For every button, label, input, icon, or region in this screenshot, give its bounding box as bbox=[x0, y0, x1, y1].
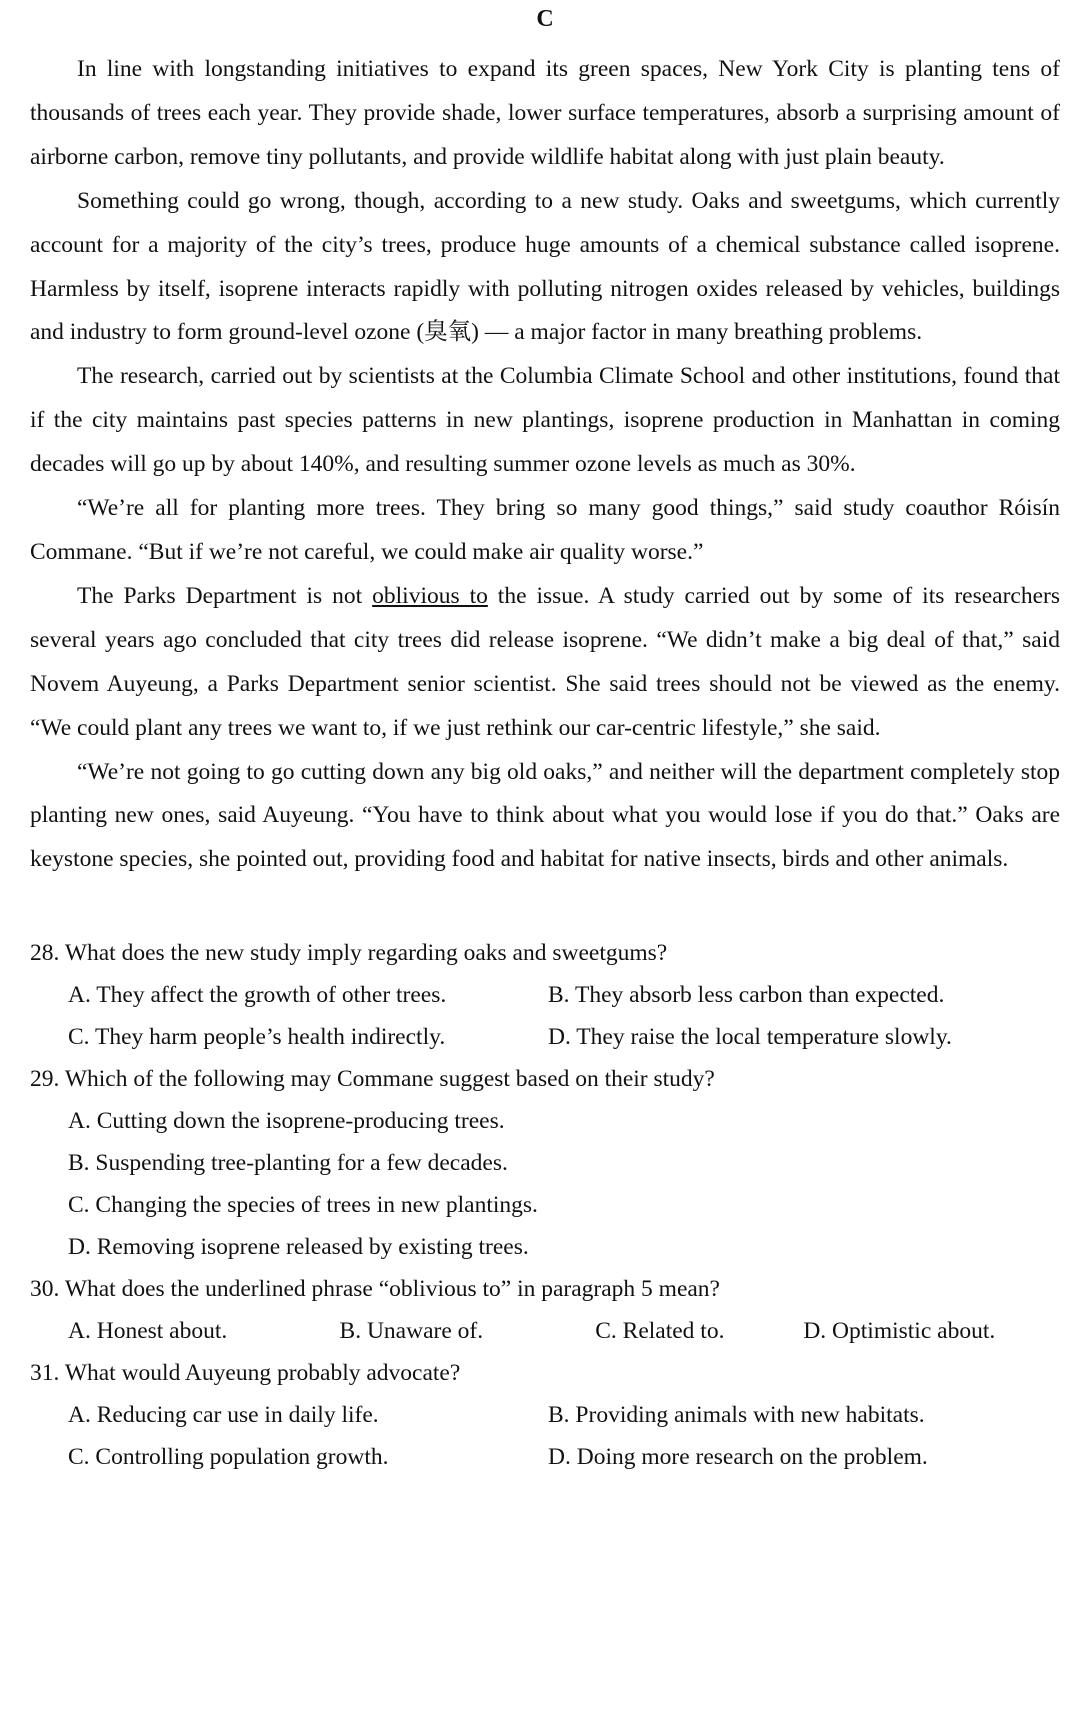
question-31 bbox=[30, 1352, 1060, 1478]
question-options bbox=[68, 1310, 1060, 1352]
option-d: D. Doing more research on the problem. bbox=[548, 1444, 928, 1471]
question-options bbox=[68, 1100, 1060, 1268]
option-b: B. They absorb less carbon than expected. bbox=[548, 982, 945, 1009]
option-d: D. Removing isoprene released by existing trees. bbox=[68, 1234, 529, 1261]
question-30 bbox=[30, 1268, 1060, 1352]
question-stem: 30. What does the underlined phrase “oblivious to” in paragraph 5 mean? bbox=[30, 1276, 720, 1303]
option-d: D. They raise the local temperature slowly. bbox=[548, 1024, 952, 1051]
paragraph-3: The research, carried out by scientists at the Columbia Climate School and other institutions, found that if the city maintains past species patterns in new plantings, isoprene production in Manhattan in coming decades will go up by about 140%, and resulting summer ozone levels as much as 30%. bbox=[30, 363, 1060, 478]
question-list bbox=[30, 932, 1060, 1478]
question-29 bbox=[30, 1058, 1060, 1268]
section-letter: C bbox=[536, 6, 554, 32]
option-c: C. Related to. bbox=[595, 1318, 725, 1345]
paragraph-5-start: The Parks Department is not bbox=[77, 582, 373, 609]
option-b: B. Unaware of. bbox=[339, 1318, 484, 1345]
question-stem: 31. What would Auyeung probably advocate? bbox=[30, 1360, 461, 1387]
paragraph-4: “We’re all for planting more trees. They bring so many good things,” said study coauthor Róisín Commane. “But if we’re not careful, we could make air quality worse.” bbox=[30, 495, 1060, 565]
paragraph-6: “We’re not going to go cutting down any big old oaks,” and neither will the department completely stop planting new ones, said Auyeung. “You have to think about what you would lose if you do that.” Oaks are keystone species, she pointed out, providing food and habitat for native insects, birds and other animals. bbox=[30, 758, 1060, 873]
question-28 bbox=[30, 932, 1060, 1058]
question-stem: 28. What does the new study imply regarding oaks and sweetgums? bbox=[30, 940, 668, 967]
option-c: C. Controlling population growth. bbox=[68, 1444, 389, 1471]
paragraph-5 bbox=[30, 575, 1060, 751]
option-a: A. Honest about. bbox=[68, 1318, 228, 1345]
option-b: B. Providing animals with new habitats. bbox=[548, 1402, 925, 1429]
paragraph-1: In line with longstanding initiatives to expand its green spaces, New York City is planting tens of thousands of trees each year. They provide shade, lower surface temperatures, absorb a surprising amount of airborne carbon, remove tiny pollutants, and provide wildlife habitat along with just plain beauty. bbox=[30, 56, 1060, 170]
option-a: A. Reducing car use in daily life. bbox=[68, 1402, 379, 1429]
option-c: C. Changing the species of trees in new plantings. bbox=[68, 1192, 538, 1219]
option-c: C. They harm people’s health indirectly. bbox=[68, 1024, 446, 1051]
underlined-phrase: oblivious to bbox=[372, 582, 488, 609]
option-a: A. Cutting down the isoprene-producing trees. bbox=[68, 1108, 505, 1135]
option-b: B. Suspending tree-planting for a few decades. bbox=[68, 1150, 508, 1177]
option-a: A. They affect the growth of other trees. bbox=[68, 982, 447, 1009]
question-stem: 29. Which of the following may Commane suggest based on their study? bbox=[30, 1066, 715, 1093]
reading-passage bbox=[30, 48, 1060, 882]
question-options bbox=[68, 974, 1060, 1058]
paragraph-2: Something could go wrong, though, according to a new study. Oaks and sweetgums, which currently account for a majority of the city’s trees, produce huge amounts of a chemical substance called isoprene. Harmless by itself, isoprene interacts rapidly with polluting nitrogen oxides released by vehicles, buildings and industry to form ground-level ozone (臭氧) — a major factor in many breathing problems. bbox=[30, 187, 1060, 346]
paragraph-5-end: the issue. A study carried out by some of its researchers several years ago concluded that city trees did release isoprene. “We didn’t make a big deal of that,” said Novem Auyeung, a Parks Department senior scientist. She said trees should not be viewed as the enemy. “We could plant any trees we want to, if we just rethink our car-centric lifestyle,” she said. bbox=[30, 582, 1060, 741]
option-d: D. Optimistic about. bbox=[803, 1318, 996, 1345]
question-options bbox=[68, 1394, 1060, 1478]
